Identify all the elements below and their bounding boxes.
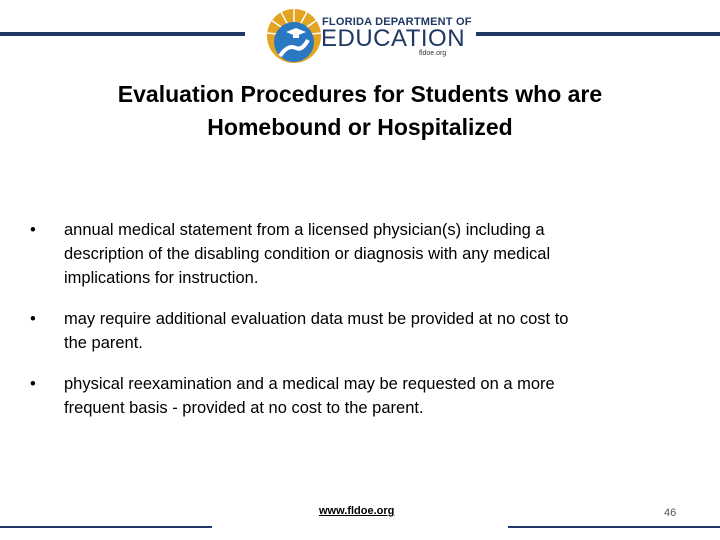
header-rule-right <box>476 32 720 36</box>
page-number: 46 <box>664 507 677 519</box>
slide-title <box>60 78 660 144</box>
bullet-line: may require additional evaluation data must be provided at no cost to <box>64 310 569 328</box>
title-line-2: Homebound or Hospitalized <box>207 114 513 140</box>
bullet-line: description of the disabling condition or diagnosis with any medical <box>64 245 551 263</box>
logo-url: fldoe.org <box>419 50 447 57</box>
bullet-marker: • <box>30 221 36 239</box>
bullet-line: the parent. <box>64 334 143 352</box>
fldoe-logo <box>266 6 472 64</box>
title-line-1: Evaluation Procedures for Students who are <box>117 81 603 107</box>
fldoe-website-link[interactable]: www.fldoe.org <box>319 505 395 517</box>
footer-rule-right <box>508 526 720 528</box>
bullet-line: implications for instruction. <box>64 269 259 287</box>
footer-rule-left <box>0 526 212 528</box>
logo-line2: EDUCATION <box>321 25 466 52</box>
bullet-line: annual medical statement from a licensed physician(s) including a <box>64 221 545 239</box>
bullet-line: physical reexamination and a medical may be requested on a more <box>64 375 555 393</box>
bullet-marker: • <box>30 375 36 393</box>
sunburst-icon <box>266 6 322 64</box>
header-rule-left <box>0 32 245 36</box>
logo-line1: FLORIDA DEPARTMENT OF <box>322 16 472 28</box>
bullet-line: frequent basis - provided at no cost to the parent. <box>64 399 424 417</box>
bullet-marker: • <box>30 310 36 328</box>
